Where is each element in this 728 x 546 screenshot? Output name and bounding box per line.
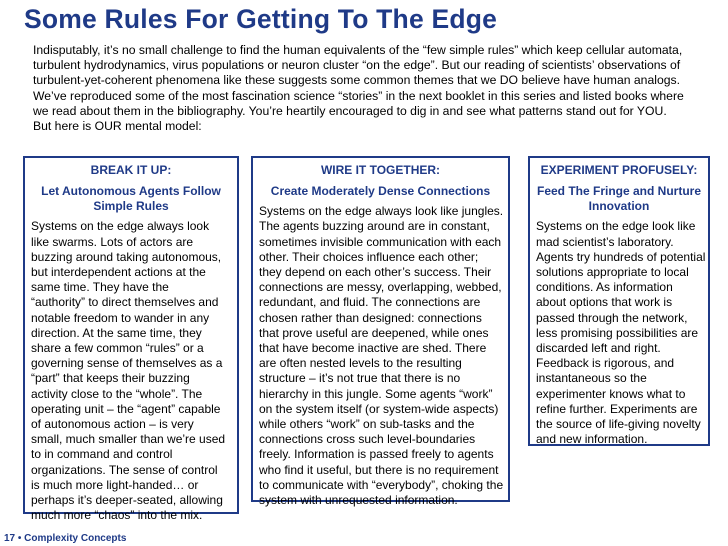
- box-heading: WIRE IT TOGETHER:: [320, 163, 441, 177]
- body-line: same time. They have the: [31, 280, 169, 295]
- intro-line: We’ve reproduced some of the most fascination science “stories” in the next booklet in this series and listed books where: [33, 88, 684, 103]
- wire-it-together-box: [251, 156, 510, 508]
- intro-line: But here is OUR mental model:: [33, 119, 202, 134]
- body-line: on the system itself (or system-wide aspects): [259, 401, 499, 416]
- body-line: they depend on each other’s success. Their: [259, 265, 492, 280]
- body-line: Systems on the edge look like: [536, 219, 696, 234]
- body-line: chosen rather than designed: connections: [259, 310, 482, 325]
- body-line: the source of life-giving novelty: [536, 417, 701, 432]
- body-line: redundant, and fluid. The connections are: [259, 295, 481, 310]
- body-line: share a few common “rules” or a: [31, 341, 204, 356]
- body-line: notable freedom to wander in any: [31, 310, 210, 325]
- body-line: buzzing around taking autonomous,: [31, 249, 222, 264]
- box-body: [31, 219, 231, 523]
- body-line: experimenter knows what to: [536, 386, 686, 401]
- body-line: Systems on the edge always look: [31, 219, 210, 234]
- body-line: governing sense of themselves as a: [31, 356, 223, 371]
- body-line: and new information.: [536, 432, 648, 447]
- body-line: that have become inactive are shed. There: [259, 341, 487, 356]
- body-line: about options that work is: [536, 295, 673, 310]
- intro-line: we read about them in the bibliography. You’re heartily encouraged to dig in and see what patterns stand out for YOU.: [33, 103, 667, 118]
- body-line: to communicate with “everybody”, choking the: [259, 477, 504, 492]
- body-line: connections are messy, overlapping, webbed,: [259, 280, 502, 295]
- box-body: [536, 219, 706, 447]
- body-line: discarded left and right.: [536, 341, 661, 356]
- body-line: mad scientist’s laboratory.: [536, 234, 674, 249]
- intro-paragraph: [33, 43, 705, 134]
- body-line: refine further. Experiments are: [536, 401, 698, 416]
- body-line: perhaps it’s deeper-seated, allowing: [31, 493, 223, 508]
- body-line: passed through the network,: [536, 310, 688, 325]
- body-line: that prove useful are deepened, while ones: [259, 325, 489, 340]
- box-body: [259, 204, 502, 508]
- body-line: operating unit – the “agent” capable: [31, 401, 221, 416]
- body-line: instantaneous so the: [536, 371, 647, 386]
- slide-title: Some Rules For Getting To The Edge: [24, 4, 498, 34]
- body-line: is much more light-handed… or: [31, 477, 199, 492]
- box-subheading: Create Moderately Dense Connections: [270, 184, 491, 198]
- intro-line: Indisputably, it’s no small challenge to find the human equivalents of the “few simple rules” which keep cellular automata,: [33, 43, 683, 57]
- body-line: system with unrequested information.: [259, 493, 458, 508]
- box-subheading: Feed The Fringe and Nurture Innovation: [536, 184, 701, 214]
- body-line: Agents try hundreds of potential: [536, 249, 706, 264]
- body-line: Systems on the edge always look like jungles.: [259, 204, 504, 219]
- body-line: other. Their choices influence each other;: [259, 249, 479, 264]
- body-line: of autonomous action – is very: [31, 417, 194, 432]
- body-line: “authority” to direct themselves and: [31, 295, 219, 310]
- body-line: are often nested levels to the resulting: [259, 356, 462, 371]
- body-line: direction. At the same time, they: [31, 325, 202, 340]
- body-line: organizations. The sense of control: [31, 462, 218, 477]
- footer-page-label: 17 • Complexity Concepts: [4, 533, 127, 544]
- body-line: but interdependent actions at the: [31, 265, 206, 280]
- body-line: “part” that keeps their buzzing: [31, 371, 190, 386]
- box-heading: EXPERIMENT PROFUSELY:: [540, 163, 698, 177]
- body-line: solutions appropriate to local: [536, 265, 689, 280]
- box-heading: BREAK IT UP:: [90, 163, 172, 177]
- body-line: like swarms. Lots of actors are: [31, 234, 194, 249]
- experiment-profusely-box: [528, 156, 710, 446]
- break-it-up-box: [23, 156, 239, 523]
- intro-line: turbulent-yet-coherent phenomena like these suggests some common themes that we DO believe have human analogs.: [33, 73, 680, 88]
- box-subheading: Let Autonomous Agents Follow Simple Rules: [41, 184, 221, 214]
- body-line: freely. Information is passed freely to agents: [259, 447, 494, 462]
- body-line: Feedback is rigorous, and: [536, 356, 675, 371]
- body-line: activity close to the “whole”. The: [31, 386, 203, 401]
- body-line: while others “work” on sub-tasks and the: [259, 417, 475, 432]
- body-line: small, much smaller than we’re used: [31, 432, 226, 447]
- body-line: hierarchy in this jungle. Some agents “work”: [259, 386, 493, 401]
- body-line: The agents buzzing around are in constant,: [259, 219, 490, 234]
- body-line: connections cross such level-boundaries: [259, 432, 476, 447]
- body-line: sometimes invisible communication with each: [259, 234, 502, 249]
- body-line: structure – it’s not true that there is no: [259, 371, 461, 386]
- body-line: much more “chaos” into the mix.: [31, 508, 203, 523]
- body-line: to in command and control: [31, 447, 173, 462]
- body-line: who find it useful, but there is no requirement: [259, 462, 499, 477]
- body-line: less promising possibilities are: [536, 325, 699, 340]
- body-line: conditions. As information: [536, 280, 673, 295]
- intro-line: turbulent hydrodynamics, virus populations or neuron cluster “on the edge”. But our reading of scientists’ observations of: [33, 58, 681, 73]
